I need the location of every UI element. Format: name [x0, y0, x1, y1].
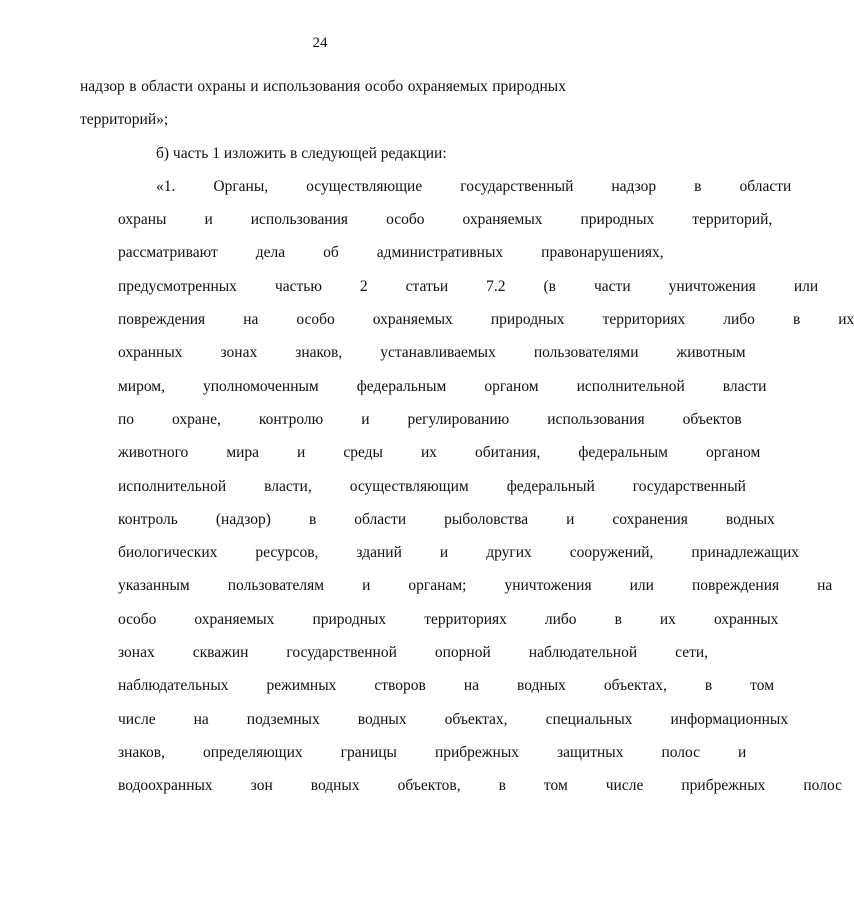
text-line: зонах скважин государственной опорной наблюдательной сети, — [118, 644, 709, 662]
text-line: особо охраняемых природных территориях либо в их охранных — [118, 610, 779, 628]
text-line: миром, уполномоченным федеральным органом исполнительной власти — [118, 377, 767, 395]
text-line: животного мира и среды их обитания, федеральным органом — [118, 444, 761, 462]
text-line: «1. Органы, осуществляющие государственный надзор в области — [156, 177, 792, 195]
paragraph — [80, 70, 566, 137]
text-line: наблюдательных режимных створов на водных объектах, в том — [118, 677, 775, 695]
text-line: водоохранных зон водных объектов, в том числе прибрежных полос — [118, 777, 842, 795]
text-line: указанным пользователям и органам; уничтожения или повреждения на — [118, 577, 833, 595]
page-number: 24 — [312, 35, 328, 51]
text-line: исполнительной власти, осуществляющим федеральный государственный — [118, 477, 746, 495]
text-line: охраны и использования особо охраняемых природных территорий, — [118, 211, 773, 229]
text-line: предусмотренных частью 2 статьи 7.2 (в части уничтожения или — [118, 277, 819, 295]
paragraph — [80, 170, 854, 803]
paragraph — [80, 137, 566, 170]
text-line: биологических ресурсов, зданий и других сооружений, принадлежащих — [118, 544, 800, 562]
text-line: рассматривают дела об административных правонарушениях, — [118, 244, 664, 262]
text-line: по охране, контролю и регулированию использования объектов — [118, 410, 742, 428]
text-line: числе на подземных водных объектах, специальных информационных — [118, 710, 789, 728]
text-line: территорий»; — [80, 111, 169, 129]
text-line: б) часть 1 изложить в следующей редакции: — [156, 144, 447, 162]
text-line: контроль (надзор) в области рыболовства и сохранения водных — [118, 510, 775, 528]
body-text — [80, 70, 854, 803]
text-line: знаков, определяющих границы прибрежных защитных полос и — [118, 743, 747, 761]
text-line: охранных зонах знаков, устанавливаемых пользователями животным — [118, 344, 746, 362]
text-line: надзор в области охраны и использования особо охраняемых природных — [80, 78, 566, 95]
text-line: повреждения на особо охраняемых природных территориях либо в их — [118, 311, 854, 329]
